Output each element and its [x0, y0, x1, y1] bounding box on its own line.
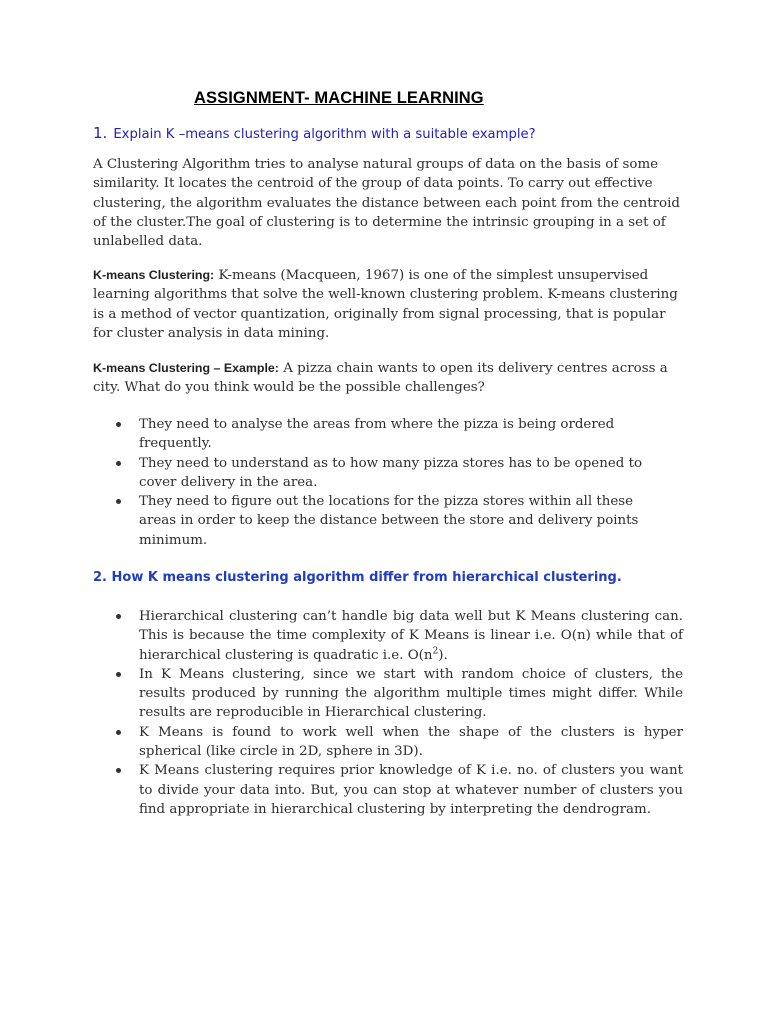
question-2: 2. How K means clustering algorithm differ from hierarchical clustering. [93, 570, 622, 585]
differences-list [93, 607, 683, 819]
difference-text: In K Means clustering, since we start with random choice of clusters, the results produced by running the algorithm multiple times might differ. While results are reproducible in Hierarchical clustering. [139, 666, 683, 721]
example-paragraph [93, 359, 683, 398]
question-1-number: 1. [93, 124, 108, 142]
difference-text-part: ). [438, 647, 448, 663]
bullet-icon [116, 768, 121, 773]
question-1-text: Explain K –means clustering algorithm with a suitable example? [113, 127, 536, 142]
kmeans-text: K-means (Macqueen, 1967) is one of the simplest unsupervised learning algorithms that solve the well-known clustering problem. K-means clustering is a method of vector quantization, originally from signal processing, that is popular for cluster analysis in data mining. [93, 268, 678, 341]
list-item [93, 454, 653, 493]
list-item [93, 492, 653, 550]
kmeans-paragraph [93, 266, 683, 343]
list-item [93, 415, 653, 454]
challenges-list [93, 415, 653, 550]
list-item [93, 607, 683, 665]
difference-text: K Means is found to work well when the shape of the clusters is hyper spherical (like circle in 2D, sphere in 3D). [139, 724, 683, 760]
bullet-icon [116, 614, 121, 619]
challenge-text: They need to analyse the areas from where the pizza is being ordered frequently. [139, 417, 615, 452]
list-item [93, 723, 683, 762]
difference-text [139, 607, 683, 665]
difference-text: K Means clustering requires prior knowledge of K i.e. no. of clusters you want to divide your data into. But, you can stop at whatever number of clusters you find appropriate in hierarchical clustering by interpreting the dendrogram. [139, 763, 683, 817]
bullet-icon [116, 730, 121, 735]
list-item [93, 665, 683, 723]
challenge-text: They need to figure out the locations for the pizza stores within all these areas in order to keep the distance between the store and delivery points minimum. [139, 494, 639, 548]
question-1 [93, 124, 536, 142]
bullet-icon [116, 672, 121, 677]
page-title: ASSIGNMENT- MACHINE LEARNING [194, 89, 484, 107]
bullet-icon [116, 461, 121, 466]
example-text: A pizza chain wants to open its delivery centres across a city. What do you think would be the possible challenges? [93, 361, 668, 396]
difference-text-part: Hierarchical clustering can’t handle big data well but K Means clustering can. This is because the time complexity of K Means is linear i.e. O(n) while that of hierarchical clustering is quadratic i.e. O(n [139, 609, 683, 663]
bullet-icon [116, 499, 121, 504]
example-label: K-means Clustering – Example: [93, 361, 279, 375]
list-item [93, 761, 683, 819]
superscript: 2 [432, 646, 439, 657]
kmeans-label: K-means Clustering: [93, 268, 215, 282]
challenge-text: They need to understand as to how many pizza stores has to be opened to cover delivery in the area. [139, 455, 643, 490]
bullet-icon [116, 422, 121, 427]
intro-paragraph: A Clustering Algorithm tries to analyse natural groups of data on the basis of some similarity. It locates the centroid of the group of data points. To carry out effective clustering, the algorithm evaluates the distance between each point from the centroid of the cluster.The goal of clustering is to determine the intrinsic grouping in a set of unlabelled data. [93, 157, 680, 250]
